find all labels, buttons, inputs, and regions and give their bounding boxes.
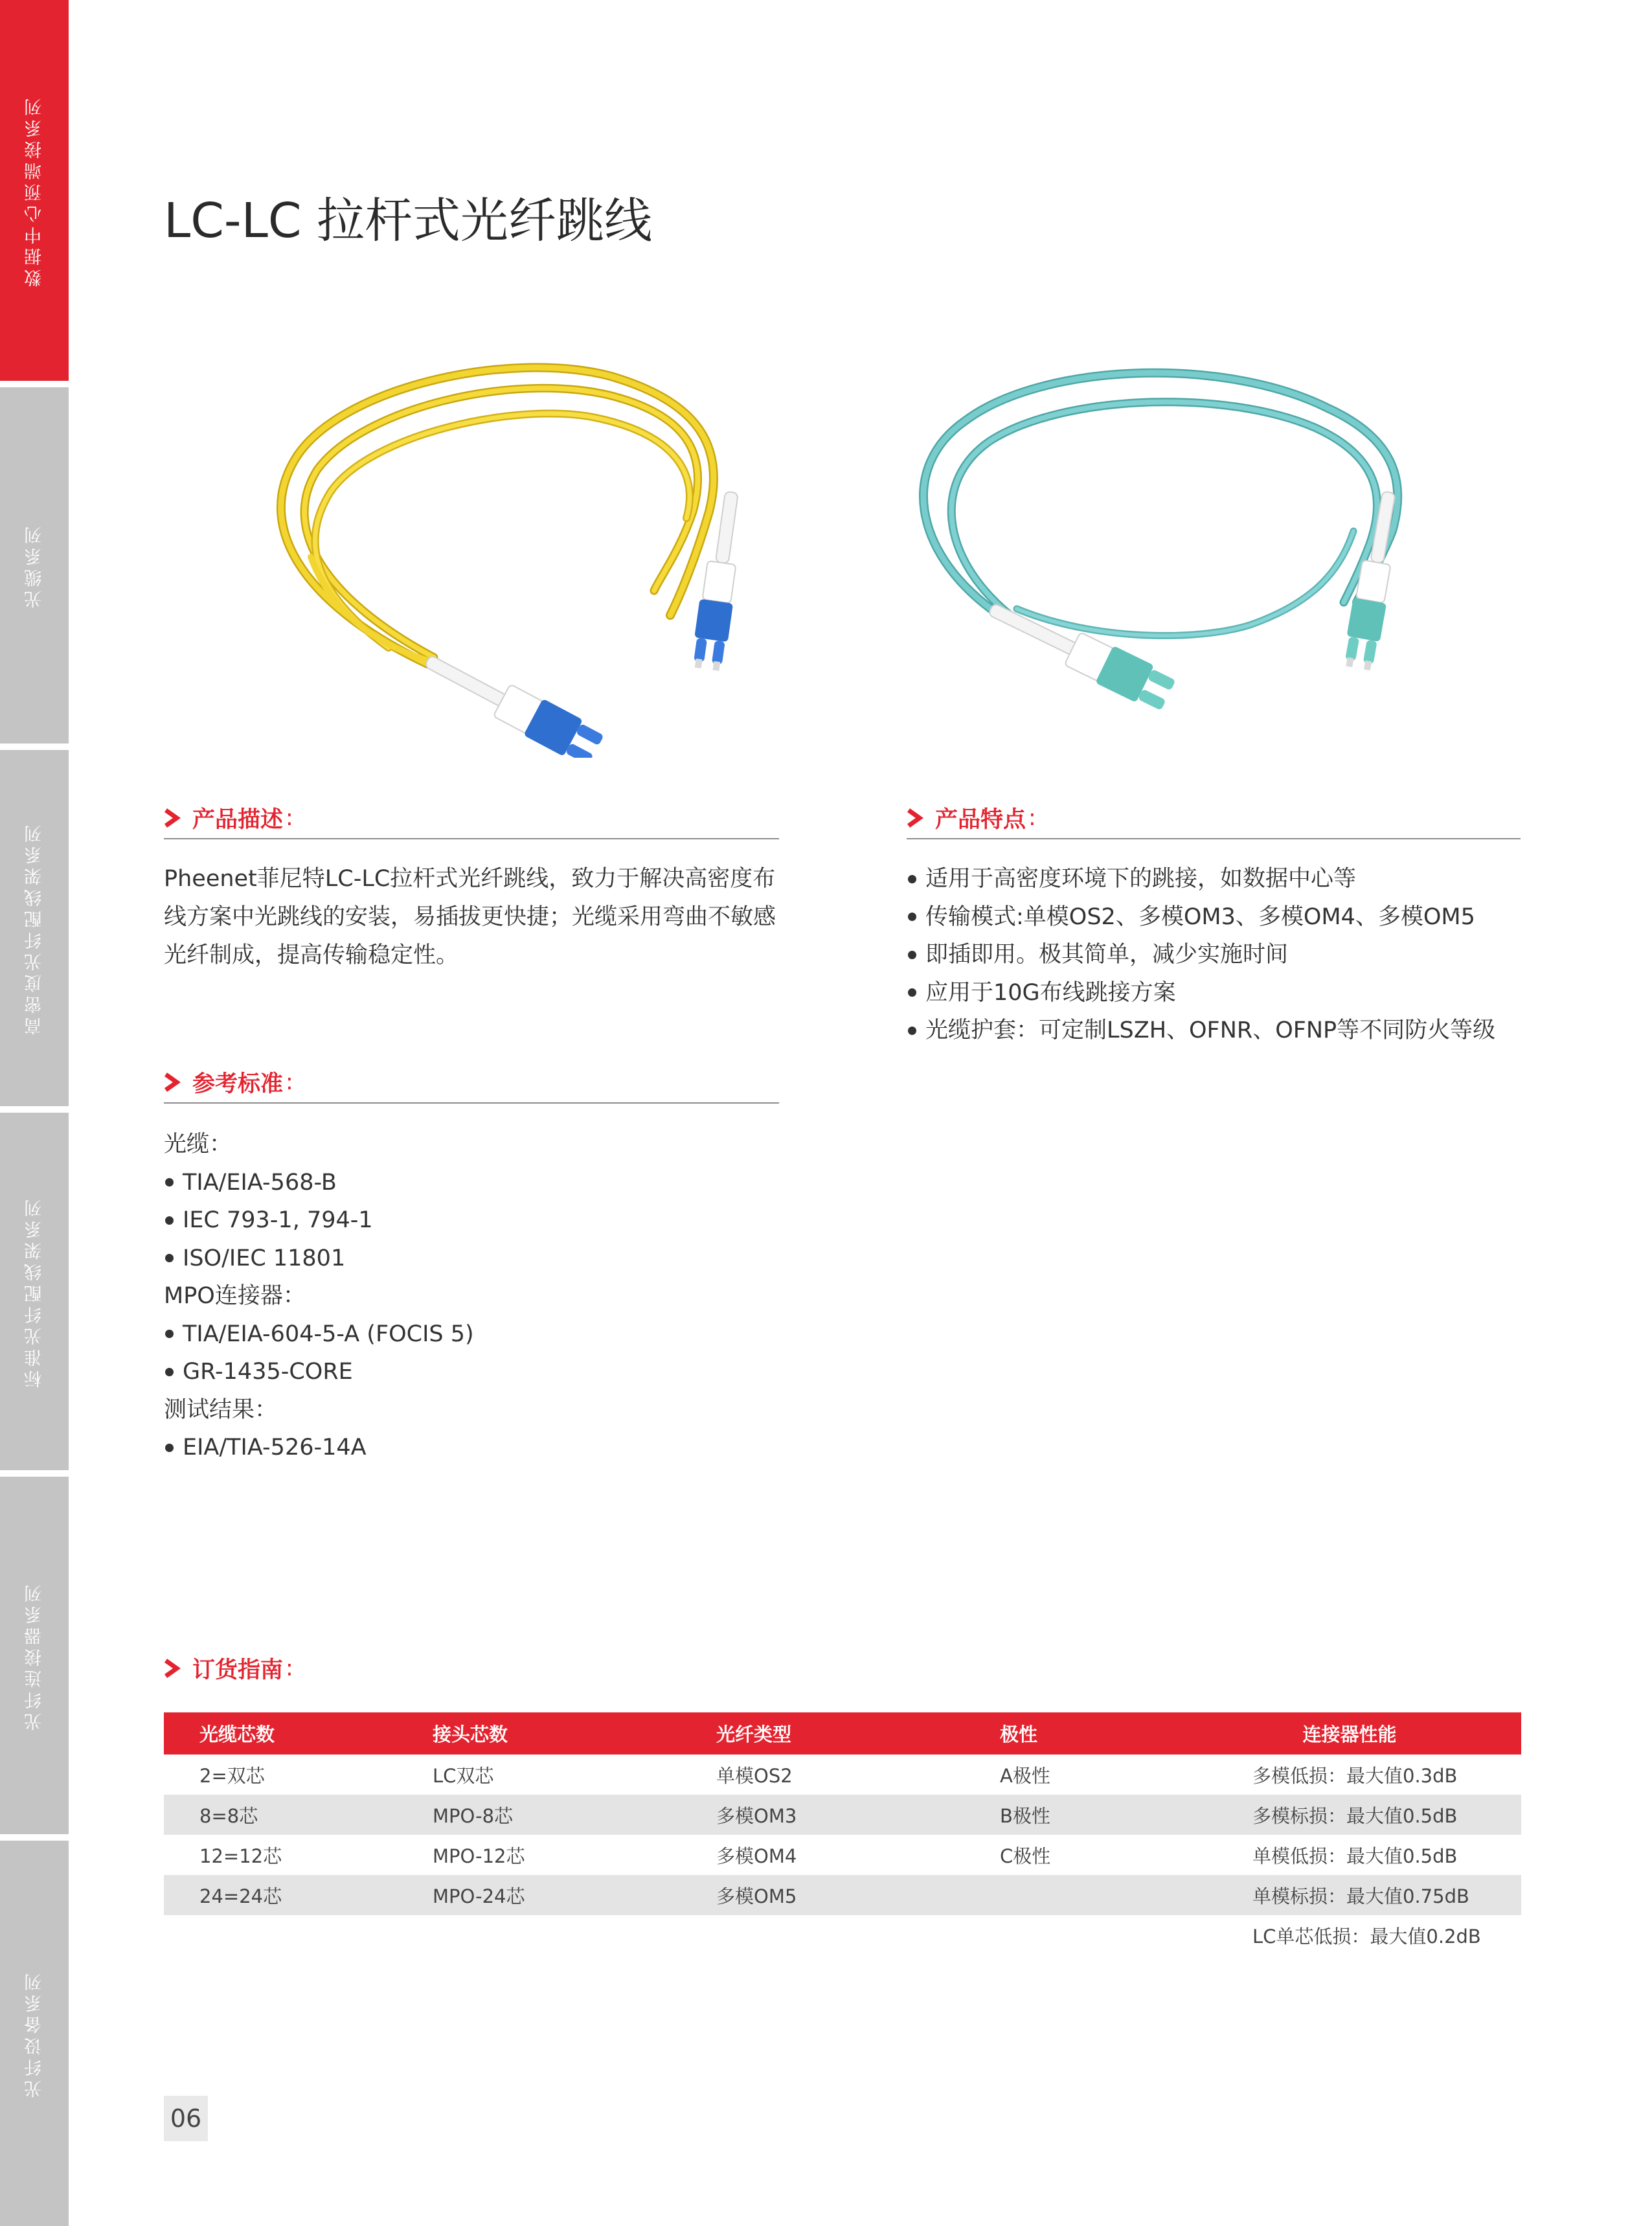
feature-text: 传输模式:单模OS2、多模OM3、多模OM4、多模OM5 (925, 903, 1475, 930)
bullet-icon (908, 913, 916, 921)
bullet-icon (165, 1254, 174, 1262)
list-item (907, 898, 1495, 937)
table-row (164, 1755, 1521, 1795)
list-item (164, 1315, 474, 1354)
section-heading-colon: : (286, 1069, 293, 1095)
bullet-icon (165, 1368, 174, 1376)
chevron-right-icon (907, 808, 923, 828)
features-section-header (907, 798, 1521, 839)
column-header: 光纤类型 (716, 1723, 792, 1745)
standards-section-header (164, 1062, 779, 1104)
page-number: 06 (164, 2096, 208, 2141)
bullet-icon (165, 1444, 174, 1452)
section-heading-colon: : (286, 805, 293, 831)
list-item (164, 1164, 474, 1202)
section-heading: 参考标准 (192, 1071, 284, 1097)
table-row (164, 1875, 1521, 1915)
list-item (164, 1201, 474, 1240)
table-cell: 多模OM5 (716, 1885, 797, 1907)
feature-text: 应用于10G布线跳接方案 (925, 979, 1176, 1006)
sidebar-tab-standard-odf[interactable] (0, 1113, 69, 1470)
list-item (907, 936, 1495, 974)
table-cell: 多模低损：最大值0.3dB (1252, 1764, 1458, 1787)
feature-text: 适用于高密度环境下的跳接，如数据中心等 (925, 866, 1357, 892)
standard-text: TIA/EIA-604-5-A (FOCIS 5) (183, 1321, 474, 1347)
table-cell: LC单芯低损：最大值0.2dB (1252, 1925, 1481, 1948)
standards-group-label: 测试结果： (164, 1396, 278, 1423)
feature-text: 光缆护套：可定制LSZH、OFNR、OFNP等不同防火等级 (925, 1017, 1496, 1043)
table-cell: 多模标损：最大值0.5dB (1252, 1804, 1458, 1827)
product-description-text: Pheenet菲尼特LC-LC拉杆式光纤跳线，致力于解决高密度布线方案中光跳线的安装，易插拔更快捷；光缆采用弯曲不敏感光纤制成，提高传输稳定性。 (164, 866, 776, 968)
chevron-right-icon (164, 1659, 181, 1678)
table-header-row (164, 1712, 1521, 1755)
table-cell: 多模OM4 (716, 1845, 797, 1867)
table-cell: 24=24芯 (199, 1885, 282, 1907)
table-cell: 单模OS2 (716, 1764, 793, 1787)
table-cell: A极性 (1000, 1764, 1050, 1787)
section-heading: 订货指南 (192, 1657, 284, 1683)
table-cell: C极性 (1000, 1845, 1051, 1867)
sidebar-tab-label: 光缆系列 (24, 523, 45, 608)
standards-list (164, 1126, 474, 1467)
ordering-table (164, 1712, 1521, 1955)
features-list (907, 860, 1495, 1050)
yellow-patch-cord-image (233, 337, 803, 758)
table-cell: B极性 (1000, 1804, 1050, 1827)
page-title: LC-LC 拉杆式光纤跳线 (164, 193, 653, 249)
section-heading: 产品描述 (192, 807, 284, 833)
sidebar-tab-cable[interactable] (0, 387, 69, 744)
list-item (164, 1240, 474, 1278)
table-cell: MPO-8芯 (433, 1804, 514, 1827)
standards-group-label: MPO连接器： (164, 1283, 306, 1309)
section-heading-colon: : (286, 1655, 293, 1681)
feature-text: 即插即用。极其简单，减少实施时间 (925, 942, 1289, 968)
standard-text: EIA/TIA-526-14A (183, 1435, 367, 1460)
table-cell: 2=双芯 (199, 1764, 265, 1787)
column-header: 接头芯数 (433, 1723, 508, 1745)
table-row (164, 1795, 1521, 1835)
table-cell: 12=12芯 (199, 1845, 282, 1867)
sidebar-tab-data-center[interactable] (0, 0, 69, 381)
standard-text: ISO/IEC 11801 (183, 1245, 346, 1271)
table-row (164, 1835, 1521, 1875)
section-heading-colon: : (1028, 805, 1036, 831)
chevron-right-icon (164, 1073, 181, 1092)
aqua-patch-cord-image (887, 337, 1457, 758)
sidebar-tab-high-density-odf[interactable] (0, 750, 69, 1106)
bullet-icon (165, 1178, 174, 1187)
standard-text: GR-1435-CORE (183, 1359, 353, 1385)
bullet-icon (908, 1027, 916, 1035)
description-section-header (164, 798, 779, 839)
sidebar-tab-connectors[interactable] (0, 1477, 69, 1834)
list-item (907, 860, 1495, 898)
table-cell: 单模低损：最大值0.5dB (1252, 1845, 1458, 1867)
table-row (164, 1915, 1521, 1955)
standard-text: IEC 793-1, 794-1 (183, 1207, 373, 1233)
standards-group-label: 光缆： (164, 1131, 232, 1157)
section-heading: 产品特点 (935, 807, 1026, 833)
bullet-icon (908, 951, 916, 959)
sidebar-tab-label: 光纤设备系列 (24, 1969, 45, 2098)
list-item (164, 1429, 474, 1467)
sidebar-tab-label: 数据中心预端接系列 (24, 94, 45, 287)
list-item (907, 974, 1495, 1012)
list-item (164, 1353, 474, 1391)
list-item (907, 1012, 1495, 1050)
ordering-section-header (164, 1648, 552, 1688)
table-cell: MPO-24芯 (433, 1885, 525, 1907)
bullet-icon (908, 988, 916, 997)
table-cell: 8=8芯 (199, 1804, 258, 1827)
table-cell: 多模OM3 (716, 1804, 797, 1827)
bullet-icon (165, 1216, 174, 1225)
sidebar-tab-label: 高密度光纤配线架系列 (24, 821, 45, 1035)
sidebar-tab-label: 光纤连接器系列 (24, 1580, 45, 1731)
column-header: 连接器性能 (1302, 1723, 1397, 1745)
table-cell: MPO-12芯 (433, 1845, 525, 1867)
column-header: 极性 (1000, 1723, 1038, 1745)
sidebar-tab-equipment[interactable] (0, 1841, 69, 2226)
bullet-icon (908, 875, 916, 883)
table-cell: 单模标损：最大值0.75dB (1252, 1885, 1469, 1907)
chevron-right-icon (164, 808, 181, 828)
bullet-icon (165, 1330, 174, 1338)
sidebar-tab-label: 标准光纤配线架系列 (24, 1195, 45, 1388)
table-cell: LC双芯 (433, 1764, 494, 1787)
column-header: 光缆芯数 (199, 1723, 275, 1745)
standard-text: TIA/EIA-568-B (183, 1169, 337, 1196)
